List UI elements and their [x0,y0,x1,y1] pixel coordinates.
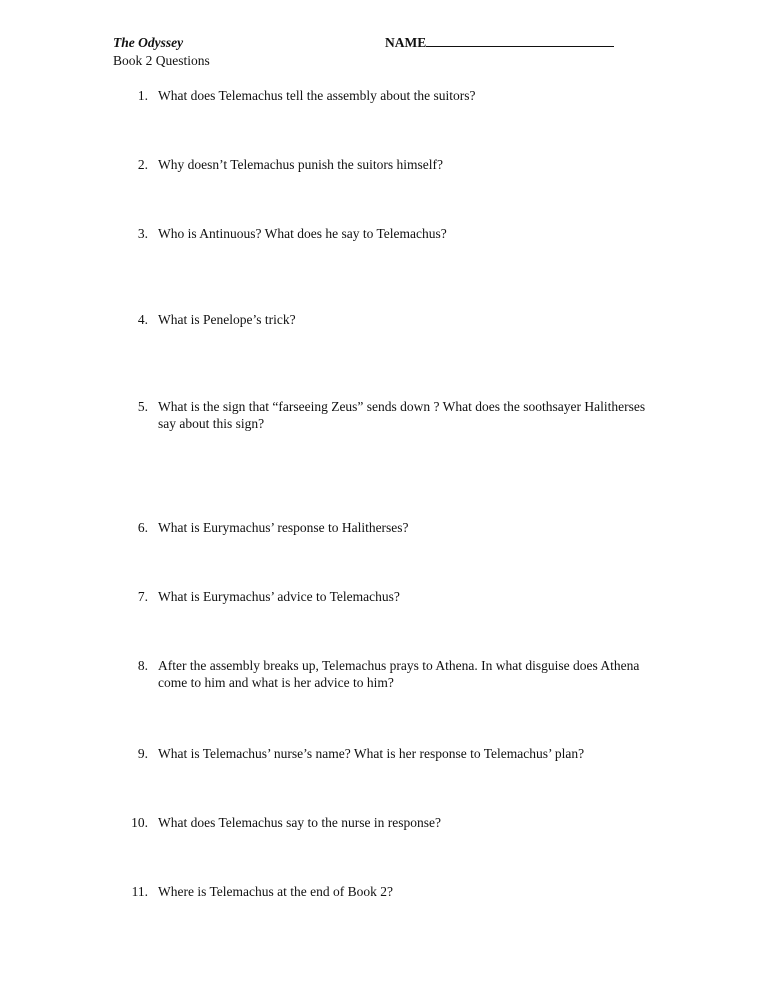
question-text: What is Telemachus’ nurse’s name? What is her response to Telemachus’ plan? [158,746,585,761]
question-text: What is the sign that “farseeing Zeus” sends down ? What does the soothsayer Halitherses say about this sign? [158,399,646,431]
question-text: What does Telemachus tell the assembly about the suitors? [158,88,476,103]
question-number: 6. [137,520,148,535]
question-number: 8. [137,658,148,673]
question-number: 7. [137,589,148,604]
question-number: 3. [137,226,148,241]
question-number: 4. [137,312,148,327]
question-number: 2. [137,157,148,172]
question-number: 9. [137,746,148,761]
question-number: 10. [131,815,148,830]
question-text: After the assembly breaks up, Telemachus prays to Athena. In what disguise does Athena come to him and what is her advice to him? [158,658,640,690]
question-text: What is Eurymachus’ advice to Telemachus? [158,589,400,604]
question-number: 5. [137,399,148,414]
question-text: Why doesn’t Telemachus punish the suitors himself? [158,157,444,172]
name-field [385,34,614,51]
question-number: 11. [131,884,148,899]
name-blank-line [426,34,614,47]
name-label: NAME [385,35,427,50]
page-subtitle: Book 2 Questions [113,53,210,68]
question-text: Where is Telemachus at the end of Book 2? [158,884,393,899]
question-text: Who is Antinuous? What does he say to Telemachus? [158,226,447,241]
question-text: What does Telemachus say to the nurse in response? [158,815,441,830]
page-title: The Odyssey [113,35,184,50]
question-number: 1. [137,88,148,103]
question-text: What is Eurymachus’ response to Halitherses? [158,520,409,535]
question-text: What is Penelope’s trick? [158,312,296,327]
